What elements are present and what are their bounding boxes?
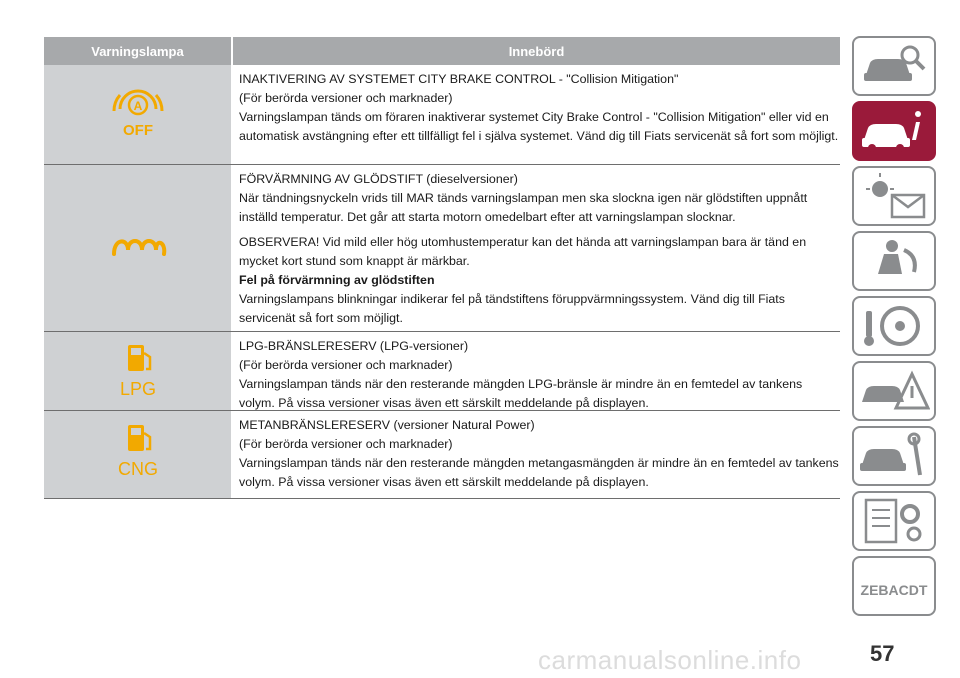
index-letters: ZEBACDT: [860, 582, 928, 598]
car-tools-icon: [858, 431, 930, 481]
svg-text:A: A: [133, 98, 142, 113]
row-note: (För berörda versioner och marknader): [239, 91, 453, 105]
row-title: FÖRVÄRMNING AV GLÖDSTIFT (dieselversioner): [239, 172, 518, 186]
row-title: LPG-BRÄNSLERESERV (LPG-versioner): [239, 339, 469, 353]
table-row: [44, 332, 840, 411]
row-description: När tändningsnyckeln vrids till MAR tänds varningslampan men ska slockna igen när glödstiften uppnått inställd temperatur. Det går att starta motorn omedelbart efter att varningslampan slocknar.: [239, 191, 808, 224]
tab-car-search[interactable]: [852, 36, 936, 96]
table-row: [44, 165, 840, 332]
car-search-icon: [858, 41, 930, 91]
tab-car-warning[interactable]: [852, 361, 936, 421]
watermark: carmanualsonline.info: [538, 645, 802, 675]
table-row: [44, 65, 840, 165]
chapter-sidebar: [852, 36, 936, 621]
tab-lights-message[interactable]: [852, 166, 936, 226]
lights-message-icon: [858, 171, 930, 221]
tab-specs-gears[interactable]: [852, 491, 936, 551]
icon-text: OFF: [122, 121, 153, 139]
row-note: (För berörda versioner och marknader): [239, 437, 453, 451]
car-info-icon: [858, 106, 930, 156]
lamp-cell: [44, 332, 231, 410]
glow-plug-icon: [106, 216, 170, 280]
lamp-cell: [44, 411, 231, 498]
lamp-cell: [44, 65, 231, 164]
row-description: Varningslampan tänds när den resterande mängden metangasmängden är mindre än en femtedel av tankens volym. På vissa versioner visas även ett särskilt meddelande på displayen.: [239, 456, 839, 489]
lpg-fuel-icon: [106, 339, 170, 403]
row-subheading: Fel på förvärmning av glödstiften: [239, 273, 435, 287]
car-warning-triangle-icon: [858, 366, 930, 416]
meaning-cell: [231, 411, 840, 498]
row-note: (För berörda versioner och marknader): [239, 358, 453, 372]
row-description: Varningslampan tänds om föraren inaktiverar systemet City Brake Control - "Collision Mitigation" eller vid en automatisk avstängning efter ett tillfälligt fel i själva systemet. Vänd dig till Fiats servicenät så fort som möjligt.: [239, 110, 839, 143]
header-meaning: Innebörd: [231, 37, 840, 65]
row-title: METANBRÄNSLERESERV (versioner Natural Power): [239, 418, 535, 432]
specs-gears-icon: [858, 496, 930, 546]
steering-key-icon: [858, 301, 930, 351]
cng-fuel-icon: [106, 419, 170, 483]
row-description: Varningslampan tänds när den resterande mängden LPG-bränsle är mindre än en femtedel av tankens volym. På vissa versioner visas även ett särskilt meddelande på displayen.: [239, 377, 803, 410]
meaning-cell: [231, 165, 840, 331]
tab-alphabet-index[interactable]: [852, 556, 936, 616]
row-fault-description: Varningslampans blinkningar indikerar fel på tändstiftens föruppvärmningssystem. Vänd dig till Fiats servicenät så fort som möjligt.: [239, 292, 785, 325]
airbag-seat-icon: [858, 236, 930, 286]
warning-lights-table: [44, 37, 840, 499]
icon-text: CNG: [117, 459, 158, 479]
tab-car-tools[interactable]: [852, 426, 936, 486]
meaning-cell: [231, 332, 840, 410]
tab-car-info[interactable]: [852, 101, 936, 161]
table-row: [44, 411, 840, 499]
city-brake-off-icon: [106, 83, 170, 147]
row-title: INAKTIVERING AV SYSTEMET CITY BRAKE CONTROL - "Collision Mitigation": [239, 72, 679, 86]
alphabet-index-icon: [858, 561, 930, 611]
page-number: 57: [870, 641, 895, 666]
tab-airbag-seat[interactable]: [852, 231, 936, 291]
header-warning-lamp: Varningslampa: [91, 43, 184, 59]
row-observe: OBSERVERA! Vid mild eller hög utomhustemperatur kan det hända att varningslampan bara är tänd en mycket kort stund som knappt är märkbar.: [239, 235, 807, 268]
meaning-cell: [231, 65, 840, 164]
tab-steering-key[interactable]: [852, 296, 936, 356]
lamp-cell: [44, 165, 231, 331]
icon-text: LPG: [119, 379, 156, 399]
table-header: [44, 37, 840, 65]
